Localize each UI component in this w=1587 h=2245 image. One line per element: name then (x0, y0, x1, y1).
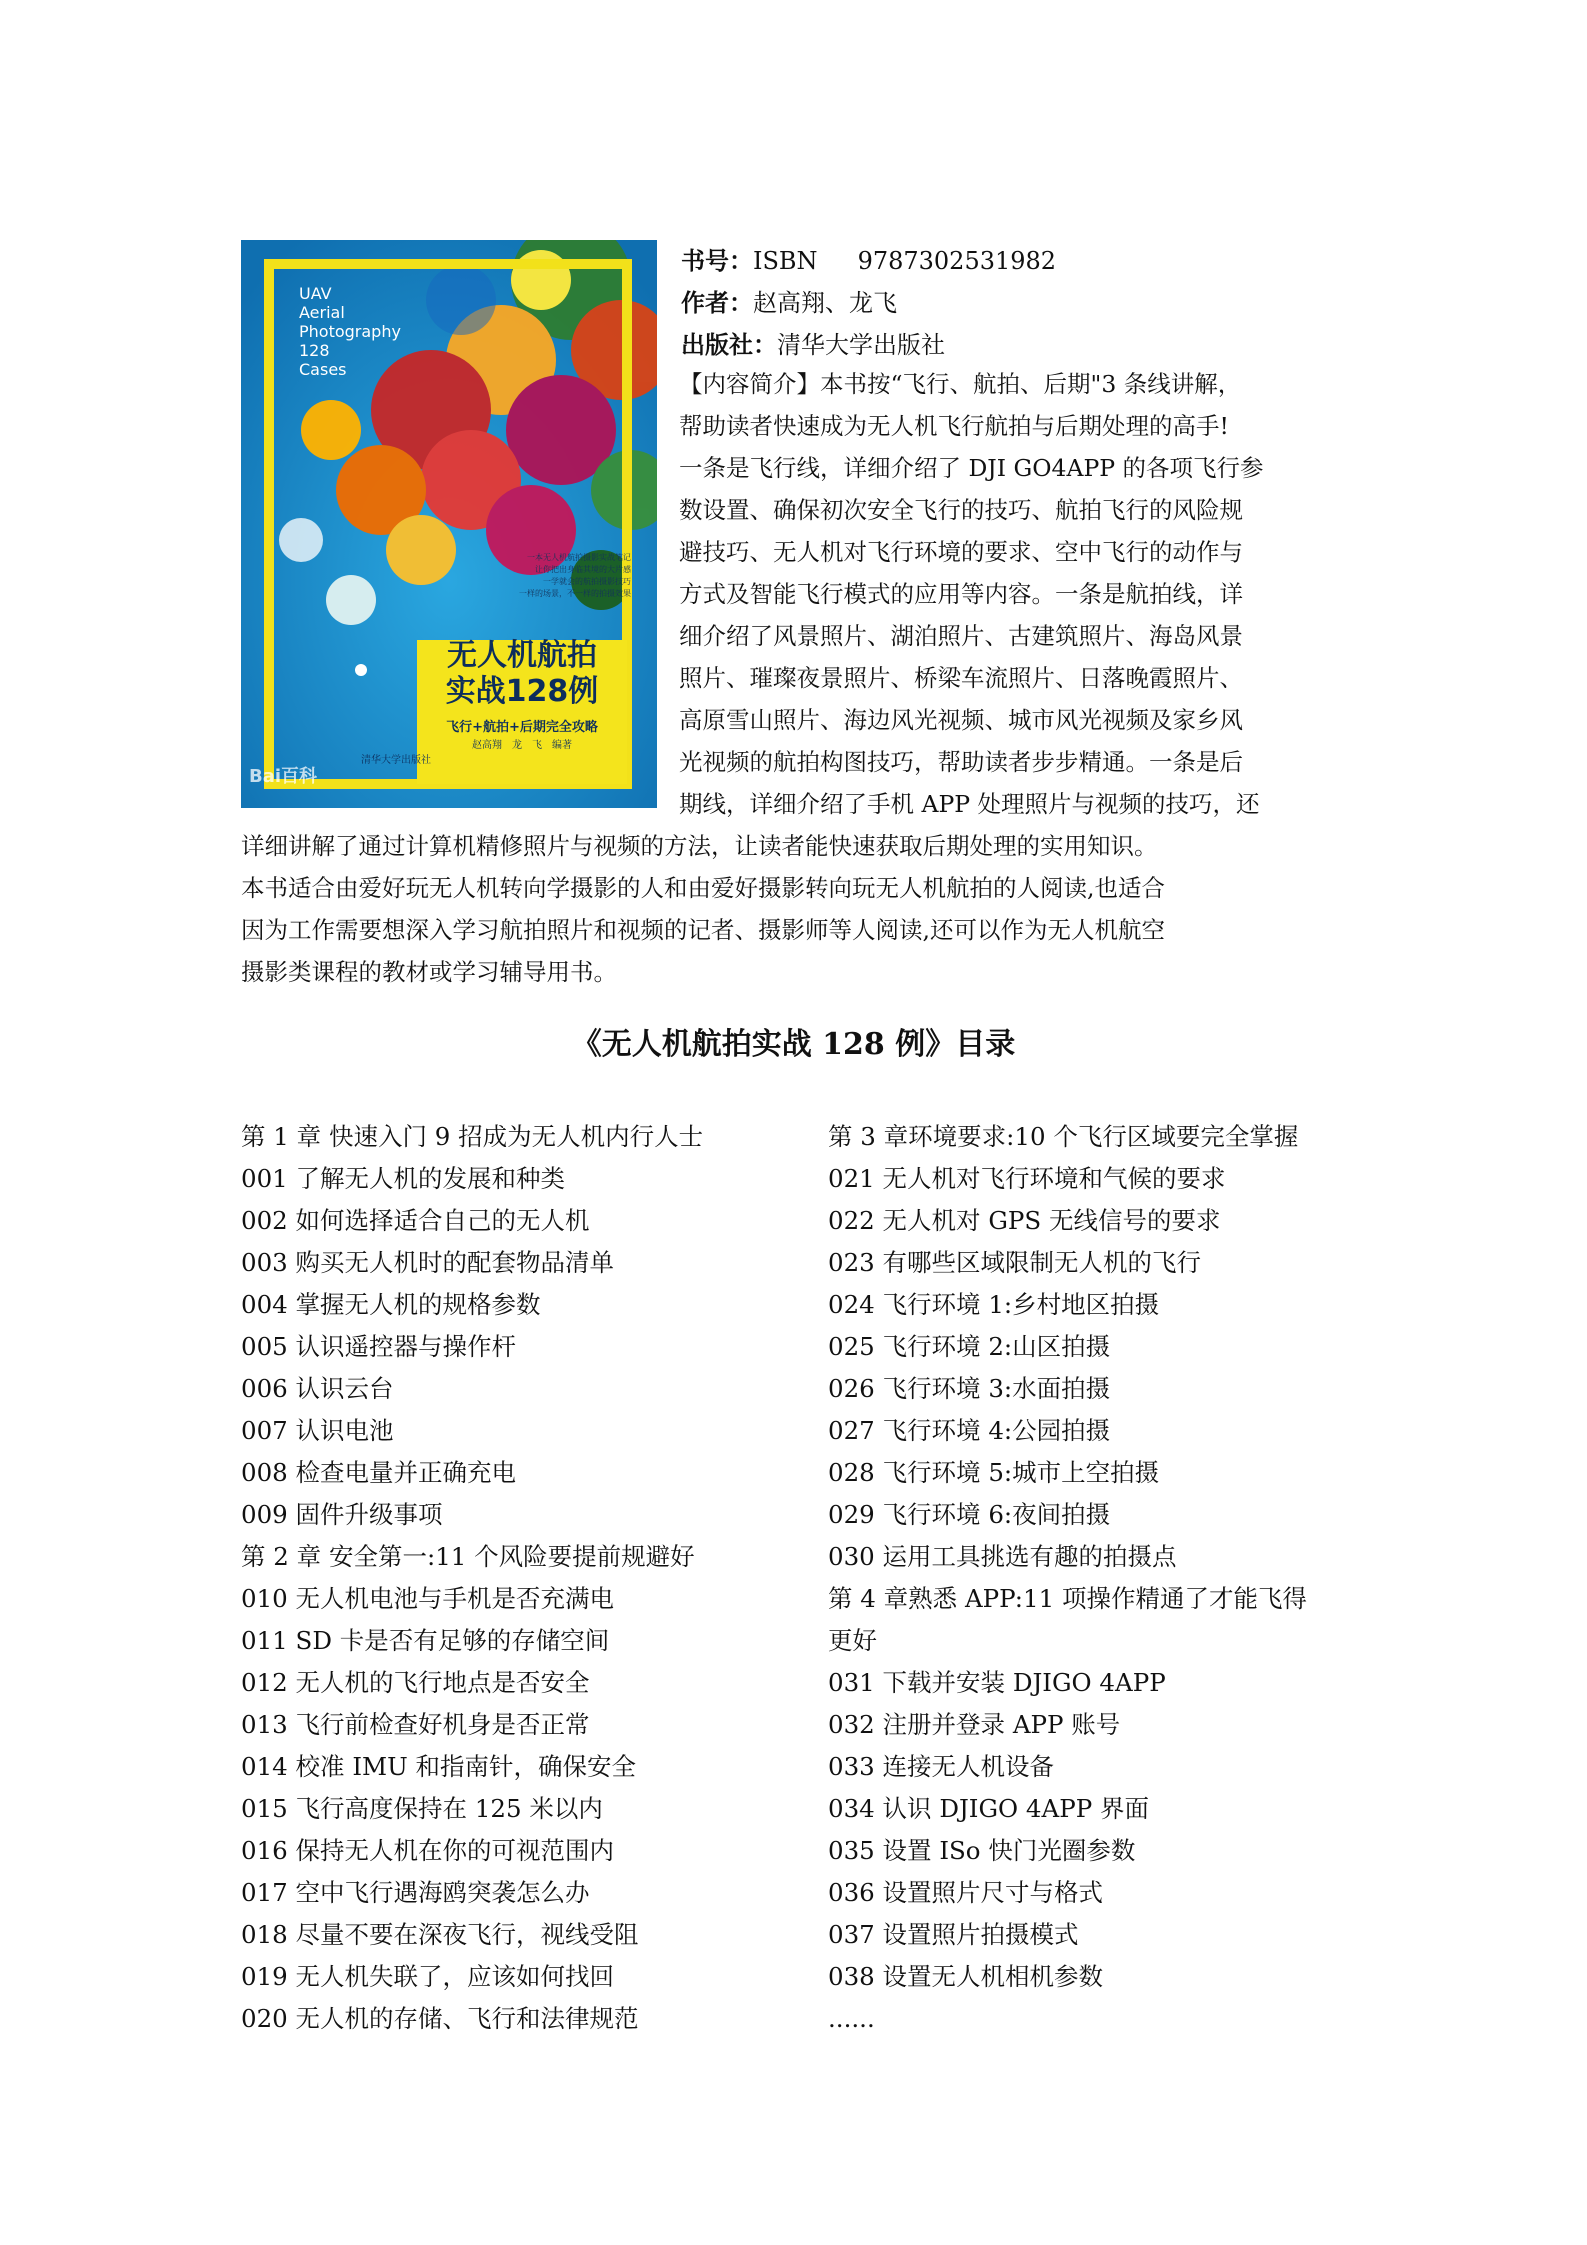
author-line (681, 282, 1361, 324)
toc-entry: ...... (828, 2004, 875, 2033)
toc-entry: 022 无人机对 GPS 无线信号的要求 (828, 1206, 1221, 1235)
toc-entry: 023 有哪些区域限制无人机的飞行 (828, 1248, 1202, 1277)
toc-entry: 034 认识 DJIGO 4APP 界面 (828, 1794, 1149, 1823)
toc-entry: 016 保持无人机在你的可视范围内 (241, 1836, 615, 1865)
toc-entry: 019 无人机失联了，应该如何找回 (241, 1962, 615, 1991)
summary-line: 本书适合由爱好玩无人机转向学摄影的人和由爱好摄影转向玩无人机航拍的人阅读,也适合 (241, 874, 1165, 902)
cover-subtitle: 飞行+航拍+后期完全攻略 (446, 720, 598, 735)
toc-entry: 025 飞行环境 2:山区拍摄 (828, 1332, 1111, 1361)
publisher-line (681, 324, 1361, 366)
toc-entry: 024 飞行环境 1:乡村地区拍摄 (828, 1290, 1160, 1319)
toc-entry: 031 下载并安装 DJIGO 4APP (828, 1668, 1166, 1697)
toc-entry: 001 了解无人机的发展和种类 (241, 1164, 566, 1193)
summary-line: 因为工作需要想深入学习航拍照片和视频的记者、摄影师等人阅读,还可以作为无人机航空 (241, 916, 1165, 944)
toc-entry: 038 设置无人机相机参数 (828, 1962, 1104, 1991)
toc-entry: 010 无人机电池与手机是否充满电 (241, 1584, 615, 1613)
toc-entry: 018 尽量不要在深夜飞行，视线受阻 (241, 1920, 639, 1949)
summary-line: 期线，详细介绍了手机 APP 处理照片与视频的技巧，还 (679, 790, 1260, 818)
author-label: 作者： (681, 288, 753, 317)
toc-entry: 035 设置 ISo 快门光圈参数 (828, 1836, 1136, 1865)
toc-right-column (828, 1116, 1368, 2040)
toc-entry: 007 认识电池 (241, 1416, 394, 1445)
summary-line: 照片、璀璨夜景照片、桥梁车流照片、日落晚霞照片、 (679, 664, 1243, 692)
toc-entry: 第 4 章熟悉 APP:11 项操作精通了才能飞得 (828, 1584, 1307, 1613)
cover-title: 无人机航拍 实战128例 (445, 638, 599, 709)
toc-entry: 030 运用工具挑选有趣的拍摄点 (828, 1542, 1177, 1571)
cover-english-title: UAV Aerial Photography 128 Cases (299, 284, 401, 379)
toc-entry: 015 飞行高度保持在 125 米以内 (241, 1794, 603, 1823)
toc-entry: 008 检查电量并正确充电 (241, 1458, 517, 1487)
toc-entry: 037 设置照片拍摄模式 (828, 1920, 1079, 1949)
toc-entry: 012 无人机的飞行地点是否安全 (241, 1668, 590, 1697)
content-summary (241, 363, 1361, 993)
summary-line: 高原雪山照片、海边风光视频、城市风光视频及家乡风 (679, 706, 1243, 734)
summary-line: 一条是飞行线，详细介绍了 DJI GO4APP 的各项飞行参 (679, 454, 1264, 482)
toc-entry: 013 飞行前检查好机身是否正常 (241, 1710, 590, 1739)
summary-line: 方式及智能飞行模式的应用等内容。一条是航拍线，详 (679, 580, 1243, 608)
toc-entry: 011 SD 卡是否有足够的存储空间 (241, 1626, 610, 1655)
toc-entry: 002 如何选择适合自己的无人机 (241, 1206, 590, 1235)
toc-entry: 006 认识云台 (241, 1374, 394, 1403)
toc-entry: 033 连接无人机设备 (828, 1752, 1055, 1781)
cover-authors: 赵高翔 龙 飞 编著 (472, 740, 572, 751)
toc-entry: 更好 (828, 1626, 877, 1655)
toc-entry: 017 空中飞行遇海鸥突袭怎么办 (241, 1878, 590, 1907)
isbn-label: 书号： (681, 246, 753, 275)
toc-entry: 014 校准 IMU 和指南针，确保安全 (241, 1752, 637, 1781)
summary-line: 避技巧、无人机对飞行环境的要求、空中飞行的动作与 (679, 538, 1243, 566)
publisher-label: 出版社： (681, 330, 777, 359)
toc-entry: 003 购买无人机时的配套物品清单 (241, 1248, 615, 1277)
toc-title: 《无人机航拍实战 128 例》目录 (571, 1027, 1016, 1062)
baike-watermark: Bai百科 (249, 766, 318, 787)
toc-entry: 第 1 章 快速入门 9 招成为无人机内行人士 (241, 1122, 704, 1151)
toc-entry: 026 飞行环境 3:水面拍摄 (828, 1374, 1111, 1403)
toc-entry: 032 注册并登录 APP 账号 (828, 1710, 1121, 1739)
summary-line: 详细讲解了通过计算机精修照片与视频的方法，让读者能快速获取后期处理的实用知识。 (241, 832, 1158, 860)
author-value: 赵高翔、龙飞 (753, 289, 897, 317)
isbn-value: 9787302531982 (857, 247, 1057, 275)
summary-line: 【内容简介】本书按“飞行、航拍、后期"3 条线讲解， (679, 370, 1242, 398)
toc-entry: 005 认识遥控器与操作杆 (241, 1332, 517, 1361)
book-info (681, 240, 1361, 366)
toc-entry: 029 飞行环境 6:夜间拍摄 (828, 1500, 1111, 1529)
cover-publisher-mark: 清华大学出版社 (361, 755, 431, 766)
cover-blurb: 一本无人机航拍摄影实战笔记 让你把出身临其境的大片感 一学就会的航拍摄影技巧 一样的场景，不一样的拍摄效果 (519, 553, 631, 598)
toc-entry: 009 固件升级事项 (241, 1500, 443, 1529)
isbn-prefix: ISBN (753, 247, 818, 275)
toc-entry: 027 飞行环境 4:公园拍摄 (828, 1416, 1111, 1445)
summary-line: 细介绍了风景照片、湖泊照片、古建筑照片、海岛风景 (679, 622, 1243, 650)
toc-entry: 021 无人机对飞行环境和气候的要求 (828, 1164, 1226, 1193)
toc-entry: 第 3 章环境要求:10 个飞行区域要完全掌握 (828, 1122, 1299, 1151)
summary-line: 帮助读者快速成为无人机飞行航拍与后期处理的高手! (679, 412, 1229, 440)
toc-entry: 028 飞行环境 5:城市上空拍摄 (828, 1458, 1160, 1487)
summary-line: 光视频的航拍构图技巧，帮助读者步步精通。一条是后 (679, 748, 1243, 776)
toc-left-column (241, 1116, 801, 2040)
toc-entry: 036 设置照片尺寸与格式 (828, 1878, 1104, 1907)
toc-entry: 第 2 章 安全第一:11 个风险要提前规避好 (241, 1542, 695, 1571)
toc-entry: 020 无人机的存储、飞行和法律规范 (241, 2004, 639, 2033)
isbn-line (681, 240, 1361, 282)
summary-line: 数设置、确保初次安全飞行的技巧、航拍飞行的风险规 (679, 496, 1243, 524)
summary-line: 摄影类课程的教材或学习辅导用书。 (241, 958, 617, 986)
toc-entry: 004 掌握无人机的规格参数 (241, 1290, 541, 1319)
publisher-value: 清华大学出版社 (777, 331, 945, 359)
